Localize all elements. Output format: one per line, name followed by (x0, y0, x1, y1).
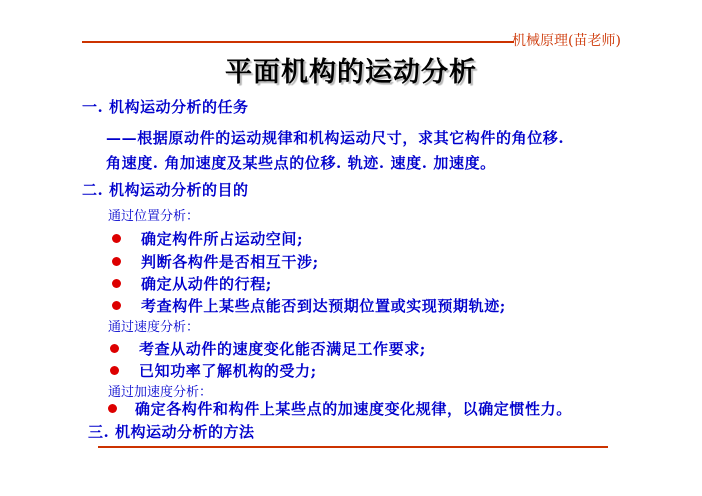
list-item (112, 251, 319, 272)
task-description-line-2: 角速度. 角加速度及某些点的位移. 轨迹. 速度. 加速度。 (106, 154, 496, 172)
list-item-text: 确定各构件和构件上某些点的加速度变化规律，以确定惯性力。 (135, 400, 572, 418)
list-item-text: 确定构件所占运动空间; (141, 230, 304, 248)
bullet-dot-icon (110, 366, 119, 375)
list-item-text: 确定从动件的行程; (141, 275, 272, 293)
list-item (108, 398, 572, 419)
list-item-text: 判断各构件是否相互干涉; (141, 253, 319, 271)
slide-title: 平面机构的运动分析 (225, 57, 477, 88)
position-analysis-label: 通过位置分析： (108, 209, 200, 224)
list-item-text: 考查从动件的速度变化能否满足工作要求; (139, 340, 426, 358)
bullet-dot-icon (112, 257, 121, 266)
section-heading-2: 二. 机构运动分析的目的 (82, 181, 249, 199)
acceleration-analysis-label: 通过加速度分析： (108, 385, 213, 400)
bullet-dot-icon (108, 404, 117, 413)
list-item-text: 考查构件上某些点能否到达预期位置或实现预期轨迹; (141, 297, 506, 315)
bullet-dot-icon (112, 301, 121, 310)
bullet-dot-icon (112, 279, 121, 288)
list-item (110, 360, 317, 381)
velocity-analysis-label: 通过速度分析： (108, 320, 200, 335)
footer-rule (98, 446, 608, 448)
header-rule (82, 41, 514, 43)
list-item (110, 338, 426, 359)
list-item (112, 273, 272, 294)
list-item (112, 295, 506, 316)
bullet-dot-icon (110, 344, 119, 353)
task-description-line-1: ——根据原动件的运动规律和机构运动尺寸，求其它构件的角位移. (106, 129, 565, 147)
bullet-dot-icon (112, 234, 121, 243)
list-item (112, 228, 303, 249)
course-tag: 机械原理(苗老师) (512, 33, 621, 49)
section-heading-3: 三. 机构运动分析的方法 (88, 423, 255, 441)
section-heading-1: 一. 机构运动分析的任务 (82, 98, 249, 116)
list-item-text: 已知功率了解机构的受力; (139, 362, 317, 380)
